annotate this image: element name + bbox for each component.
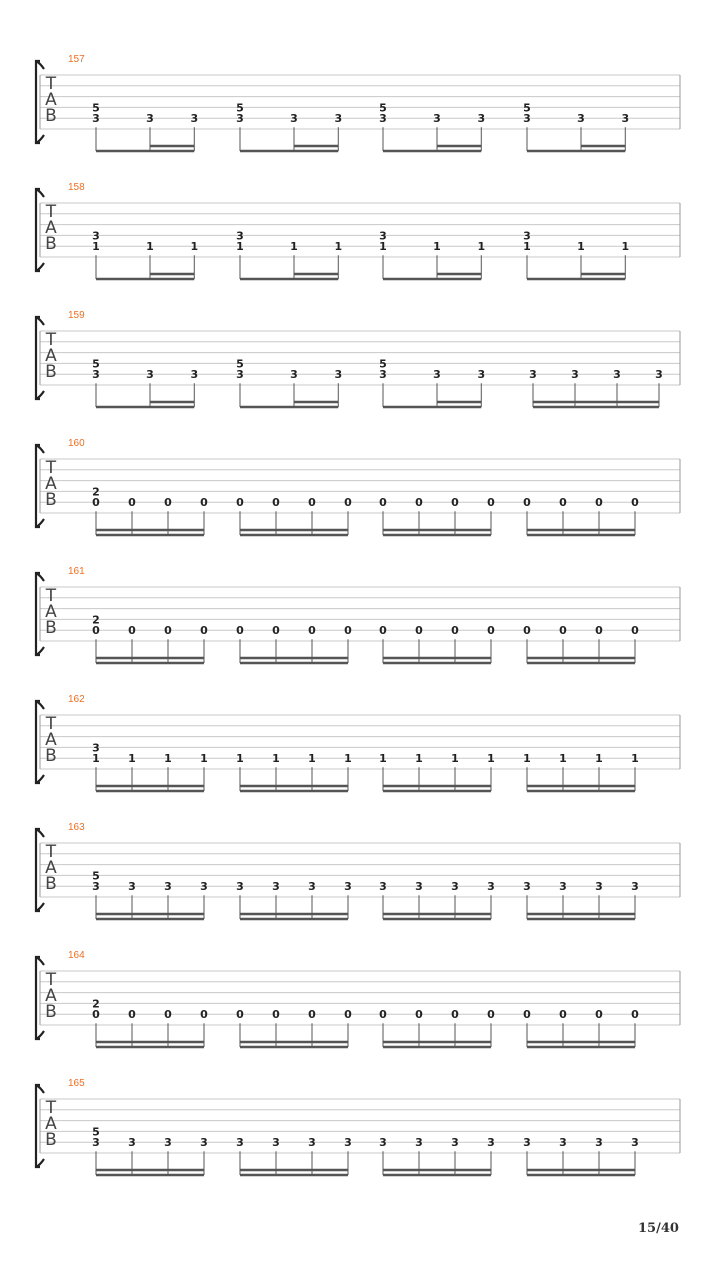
fret-number: 5 <box>236 357 244 371</box>
fret-number: 3 <box>433 368 441 382</box>
fret-number: 0 <box>128 1008 136 1022</box>
fret-number: 0 <box>92 1008 100 1022</box>
tab-system <box>36 182 680 279</box>
measure-number: 164 <box>68 950 85 961</box>
fret-number: 5 <box>379 357 387 371</box>
fret-number: 5 <box>523 101 531 115</box>
fret-number: 3 <box>451 1136 459 1150</box>
fret-number: 0 <box>631 496 639 510</box>
tab-system <box>36 54 680 151</box>
tab-system <box>36 310 680 407</box>
fret-number: 1 <box>128 752 136 766</box>
tab-clef-letter: B <box>45 234 57 254</box>
beat-group <box>92 357 198 407</box>
fret-number: 3 <box>631 880 639 894</box>
fret-number: 3 <box>92 229 100 243</box>
fret-number: 0 <box>272 1008 280 1022</box>
fret-number: 3 <box>236 229 244 243</box>
fret-number: 0 <box>272 496 280 510</box>
tab-system <box>36 950 680 1047</box>
fret-number: 1 <box>379 240 387 254</box>
tab-clef-letter: A <box>45 1114 57 1134</box>
fret-number: 0 <box>200 624 208 638</box>
fret-number: 3 <box>433 112 441 126</box>
measure-number: 165 <box>68 1078 85 1089</box>
tab-clef-letter: A <box>45 730 57 750</box>
fret-number: 1 <box>92 752 100 766</box>
fret-number: 3 <box>334 368 343 382</box>
fret-number: 5 <box>236 101 244 115</box>
fret-number: 0 <box>451 496 459 510</box>
fret-number: 3 <box>236 112 244 126</box>
beat-group <box>92 869 208 919</box>
fret-number: 3 <box>379 112 387 126</box>
fret-number: 3 <box>236 1136 244 1150</box>
fret-number: 1 <box>487 752 495 766</box>
beat-group <box>92 485 208 535</box>
fret-number: 3 <box>379 880 387 894</box>
fret-number: 0 <box>415 1008 423 1022</box>
tab-clef-letter: T <box>45 842 57 862</box>
fret-number: 1 <box>379 752 387 766</box>
fret-number: 3 <box>146 368 154 382</box>
fret-number: 1 <box>577 240 585 254</box>
tab-clef-letter: A <box>45 858 57 878</box>
fret-number: 3 <box>477 368 486 382</box>
tab-clef-letter: A <box>45 474 57 494</box>
fret-number: 3 <box>236 368 244 382</box>
fret-number: 0 <box>308 624 316 638</box>
fret-number: 3 <box>379 229 387 243</box>
fret-number: 1 <box>272 752 280 766</box>
tab-clef-letter: T <box>45 1098 57 1118</box>
tab-clef-letter: B <box>45 618 57 638</box>
fret-number: 3 <box>190 112 199 126</box>
fret-number: 5 <box>92 1125 100 1139</box>
fret-number: 1 <box>415 752 423 766</box>
fret-number: 3 <box>146 112 154 126</box>
tab-clef-letter: B <box>45 490 57 510</box>
fret-number: 3 <box>379 1136 387 1150</box>
fret-number: 2 <box>92 485 100 499</box>
fret-number: 3 <box>200 880 208 894</box>
fret-number: 0 <box>595 624 603 638</box>
fret-number: 1 <box>621 240 630 254</box>
fret-number: 3 <box>92 741 100 755</box>
fret-number: 1 <box>200 752 208 766</box>
fret-number: 3 <box>164 880 172 894</box>
fret-number: 0 <box>379 1008 387 1022</box>
tab-clef-letter: A <box>45 218 57 238</box>
fret-number: 1 <box>146 240 154 254</box>
fret-number: 1 <box>164 752 172 766</box>
beat-group <box>92 997 208 1047</box>
fret-number: 3 <box>595 1136 603 1150</box>
fret-number: 3 <box>655 368 663 382</box>
fret-number: 3 <box>379 368 387 382</box>
fret-number: 1 <box>290 240 298 254</box>
fret-number: 3 <box>451 880 459 894</box>
beat-group <box>92 101 198 151</box>
measure-number: 159 <box>68 310 85 321</box>
fret-number: 0 <box>236 496 244 510</box>
fret-number: 3 <box>559 1136 567 1150</box>
fret-number: 3 <box>523 229 531 243</box>
fret-number: 3 <box>92 112 100 126</box>
fret-number: 0 <box>487 624 495 638</box>
fret-number: 3 <box>415 880 423 894</box>
fret-number: 0 <box>631 624 639 638</box>
fret-number: 1 <box>523 240 531 254</box>
beat-group <box>92 741 208 791</box>
fret-number: 3 <box>571 368 579 382</box>
tab-clef-letter: A <box>45 602 57 622</box>
fret-number: 3 <box>272 1136 280 1150</box>
fret-number: 0 <box>344 624 352 638</box>
fret-number: 5 <box>379 101 387 115</box>
measure-number: 162 <box>68 694 85 705</box>
fret-number: 0 <box>415 496 423 510</box>
beat-group <box>92 229 198 279</box>
tab-clef-letter: A <box>45 986 57 1006</box>
fret-number: 0 <box>559 1008 567 1022</box>
fret-number: 0 <box>595 1008 603 1022</box>
tab-system <box>36 438 680 535</box>
fret-number: 3 <box>577 112 585 126</box>
fret-number: 1 <box>236 240 244 254</box>
fret-number: 3 <box>523 880 531 894</box>
fret-number: 1 <box>631 752 639 766</box>
fret-number: 3 <box>308 880 316 894</box>
beat-group <box>236 101 342 151</box>
beat-group <box>236 229 342 279</box>
fret-number: 0 <box>523 496 531 510</box>
fret-number: 3 <box>477 112 486 126</box>
fret-number: 3 <box>128 880 136 894</box>
fret-number: 0 <box>487 496 495 510</box>
fret-number: 0 <box>128 624 136 638</box>
fret-number: 3 <box>128 1136 136 1150</box>
fret-number: 1 <box>308 752 316 766</box>
tab-clef-letter: T <box>45 458 57 478</box>
fret-number: 3 <box>415 1136 423 1150</box>
fret-number: 3 <box>92 1136 100 1150</box>
fret-number: 1 <box>344 752 352 766</box>
fret-number: 3 <box>523 1136 531 1150</box>
fret-number: 5 <box>92 869 100 883</box>
beat-group <box>379 357 485 407</box>
beat-group <box>379 101 485 151</box>
fret-number: 0 <box>451 624 459 638</box>
tab-clef-letter: T <box>45 714 57 734</box>
fret-number: 0 <box>451 1008 459 1022</box>
beat-group <box>523 101 629 151</box>
fret-number: 0 <box>415 624 423 638</box>
beat-group <box>236 357 342 407</box>
beat-group <box>92 613 208 663</box>
fret-number: 1 <box>523 752 531 766</box>
fret-number: 1 <box>559 752 567 766</box>
tab-clef-letter: T <box>45 202 57 222</box>
fret-number: 3 <box>290 112 298 126</box>
fret-number: 3 <box>290 368 298 382</box>
fret-number: 0 <box>631 1008 639 1022</box>
tab-clef-letter: B <box>45 746 57 766</box>
fret-number: 0 <box>308 1008 316 1022</box>
tab-clef-letter: B <box>45 106 57 126</box>
fret-number: 1 <box>190 240 199 254</box>
fret-number: 0 <box>272 624 280 638</box>
fret-number: 1 <box>334 240 343 254</box>
fret-number: 3 <box>595 880 603 894</box>
beat-group <box>523 229 629 279</box>
fret-number: 0 <box>236 1008 244 1022</box>
tab-clef-letter: T <box>45 586 57 606</box>
fret-number: 0 <box>200 496 208 510</box>
fret-number: 0 <box>344 496 352 510</box>
fret-number: 5 <box>92 357 100 371</box>
fret-number: 3 <box>621 112 630 126</box>
fret-number: 3 <box>344 1136 352 1150</box>
fret-number: 0 <box>92 624 100 638</box>
fret-number: 0 <box>128 496 136 510</box>
page-number: 15/40 <box>638 1221 679 1236</box>
fret-number: 1 <box>92 240 100 254</box>
fret-number: 1 <box>236 752 244 766</box>
beat-group <box>379 229 485 279</box>
fret-number: 5 <box>92 101 100 115</box>
fret-number: 0 <box>559 496 567 510</box>
fret-number: 1 <box>477 240 486 254</box>
tab-system <box>36 1078 680 1175</box>
measure-number: 161 <box>68 566 85 577</box>
fret-number: 0 <box>379 624 387 638</box>
fret-number: 3 <box>334 112 343 126</box>
measure-number: 157 <box>68 54 85 65</box>
tab-clef-letter: B <box>45 1002 57 1022</box>
tab-system <box>36 822 680 919</box>
fret-number: 3 <box>190 368 199 382</box>
beat-group <box>92 1125 208 1175</box>
fret-number: 3 <box>523 112 531 126</box>
fret-number: 0 <box>164 1008 172 1022</box>
measure-number: 163 <box>68 822 85 833</box>
fret-number: 3 <box>529 368 537 382</box>
tab-clef-letter: T <box>45 74 57 94</box>
fret-number: 0 <box>379 496 387 510</box>
tab-clef-letter: B <box>45 874 57 894</box>
fret-number: 3 <box>613 368 621 382</box>
fret-number: 0 <box>595 496 603 510</box>
fret-number: 0 <box>344 1008 352 1022</box>
tab-clef-letter: A <box>45 346 57 366</box>
fret-number: 0 <box>487 1008 495 1022</box>
fret-number: 3 <box>631 1136 639 1150</box>
fret-number: 3 <box>308 1136 316 1150</box>
fret-number: 3 <box>236 880 244 894</box>
measure-number: 158 <box>68 182 85 193</box>
fret-number: 0 <box>200 1008 208 1022</box>
fret-number: 3 <box>164 1136 172 1150</box>
fret-number: 3 <box>200 1136 208 1150</box>
fret-number: 0 <box>92 496 100 510</box>
tab-clef-letter: T <box>45 330 57 350</box>
fret-number: 3 <box>487 880 495 894</box>
fret-number: 3 <box>559 880 567 894</box>
fret-number: 0 <box>559 624 567 638</box>
fret-number: 3 <box>92 880 100 894</box>
fret-number: 2 <box>92 997 100 1011</box>
fret-number: 1 <box>433 240 441 254</box>
fret-number: 1 <box>595 752 603 766</box>
tab-system <box>36 566 680 663</box>
tab-clef-letter: B <box>45 362 57 382</box>
fret-number: 0 <box>523 1008 531 1022</box>
fret-number: 2 <box>92 613 100 627</box>
tab-clef-letter: B <box>45 1130 57 1150</box>
fret-number: 0 <box>164 624 172 638</box>
fret-number: 3 <box>272 880 280 894</box>
fret-number: 0 <box>164 496 172 510</box>
fret-number: 3 <box>92 368 100 382</box>
fret-number: 0 <box>308 496 316 510</box>
fret-number: 1 <box>451 752 459 766</box>
fret-number: 0 <box>523 624 531 638</box>
measure-number: 160 <box>68 438 85 449</box>
tab-clef-letter: T <box>45 970 57 990</box>
fret-number: 0 <box>236 624 244 638</box>
tab-clef-letter: A <box>45 90 57 110</box>
tab-system <box>36 694 680 791</box>
fret-number: 3 <box>487 1136 495 1150</box>
fret-number: 3 <box>344 880 352 894</box>
